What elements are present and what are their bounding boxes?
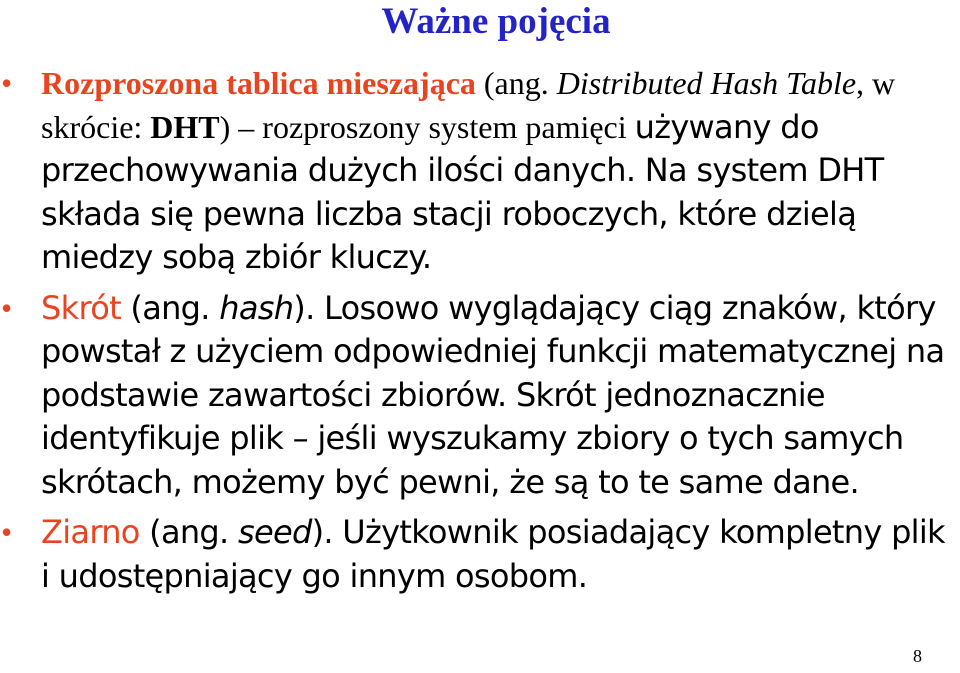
eng-term-seed: seed (238, 513, 312, 551)
bullet-item-hash (0, 287, 960, 505)
term-dht: Rozproszona tablica mieszająca (41, 65, 476, 101)
text-dht-3: ) – rozproszony system pamięci (219, 108, 627, 145)
bullet-marker: • (1, 514, 13, 550)
slide-title: Ważne pojęcia (381, 1, 611, 42)
term-seed: Ziarno (41, 513, 140, 551)
term-hash: Skrót (41, 288, 121, 327)
bullet-marker: • (1, 289, 13, 326)
bullet-item-seed (0, 511, 960, 598)
eng-term-dht: Distributed Hash Table (556, 65, 857, 101)
body-dht: używany do przechowywania dużych ilości danych. Na system DHT składa się pewna liczba stacji roboczych, które dzielą miedzy sobą zbiór kluczy. (41, 107, 884, 276)
text-hash-2: ). Losowo wyglądający ciąg znaków, który powstał z użyciem odpowiedniej funkcji matematycznej na podstawie zawartości zbiorów. Skrót jednoznacznie identyfikuje plik – jeśli wyszukamy zbiory o tych samych skrótach, możemy być pewni, że są to te same dane. (41, 288, 945, 501)
page-number: 8 (913, 646, 922, 666)
eng-term-hash: hash (219, 288, 294, 327)
abbr-dht: DHT (150, 108, 220, 145)
text-dht-1: (ang. (475, 65, 557, 101)
bullet-marker: • (1, 65, 13, 101)
text-seed-1: (ang. (139, 513, 238, 551)
bullet-list (0, 62, 960, 605)
text-dht-2: , w skrócie: (41, 65, 896, 145)
text-hash-1: (ang. (120, 288, 220, 327)
text-seed-2: ). Użytkownik posiadający kompletny plik i udostępniający go innym osobom. (41, 513, 945, 595)
bullet-item-dht (0, 62, 960, 280)
